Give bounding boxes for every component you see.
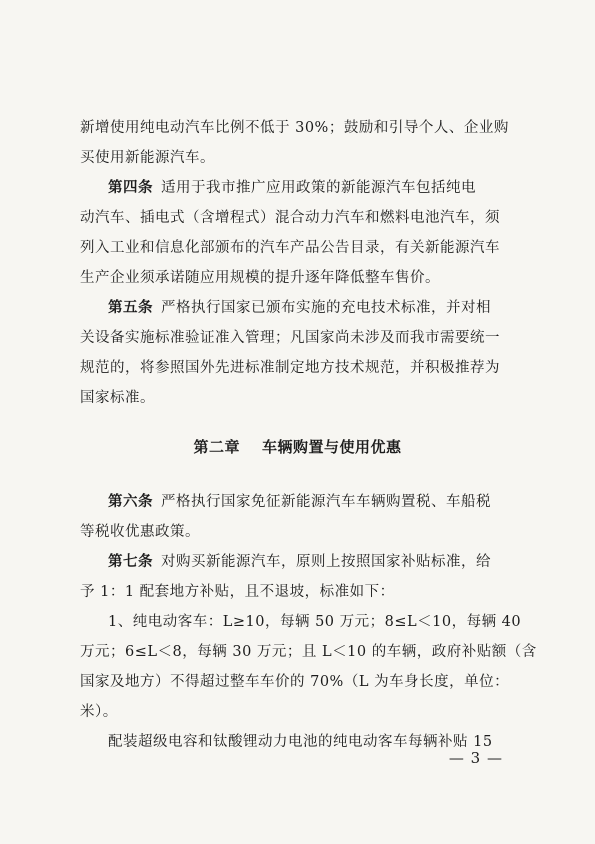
paragraph-line: 列入工业和信息化部颁布的汽车产品公告目录，有关新能源汽车 (80, 240, 500, 256)
article-4-line (108, 178, 520, 198)
article-4-title: 第四条 (108, 180, 153, 196)
paragraph-line: 等税收优惠政策。 (80, 524, 200, 540)
chapter-title: 车辆购置与使用优惠 (262, 438, 402, 456)
page-number: — 3 — (448, 749, 503, 767)
paragraph-line: 1、纯电动客车：L≥10，每辆 50 万元；8≤L＜10，每辆 40 (108, 614, 522, 630)
paragraph-line: 国家及地方）不得超过整车车价的 70%（L 为车身长度，单位： (80, 674, 510, 690)
article-7-line (108, 552, 520, 572)
paragraph-line: 规范的，将参照国外先进标准制定地方技术规范，并积极推荐为 (80, 360, 500, 376)
paragraph-line: 动汽车、插电式（含增程式）混合动力汽车和燃料电池汽车，须 (80, 210, 500, 226)
chapter-heading (0, 437, 595, 457)
article-6-text: 严格执行国家免征新能源汽车车辆购置税、车船税 (161, 494, 491, 510)
article-4-text: 适用于我市推广应用政策的新能源汽车包括纯电 (161, 180, 476, 196)
paragraph-line: 米）。 (80, 704, 118, 720)
paragraph-line: 生产企业须承诺随应用规模的提升逐年降低整车售价。 (80, 270, 440, 286)
article-5-title: 第五条 (108, 300, 153, 316)
article-5-text: 严格执行国家已颁布实施的充电技术标准，并对相 (161, 300, 491, 316)
article-7-text: 对购买新能源汽车，原则上按照国家补贴标准，给 (161, 554, 491, 570)
paragraph-line: 配装超级电容和钛酸锂动力电池的纯电动客车每辆补贴 15 (108, 734, 493, 750)
article-6-line (108, 492, 520, 512)
paragraph-line: 予 1：1 配套地方补贴，且不退坡，标准如下： (80, 584, 395, 600)
article-5-line (108, 298, 520, 318)
paragraph-line: 国家标准。 (80, 390, 155, 406)
chapter-number: 第二章 (193, 438, 240, 456)
paragraph-line: 新增使用纯电动汽车比例不低于 30%；鼓励和引导个人、企业购 (80, 120, 509, 136)
paragraph-line: 买使用新能源汽车。 (80, 150, 215, 166)
paragraph-line: 关设备实施标准验证准入管理；凡国家尚未涉及而我市需要统一 (80, 330, 500, 346)
article-7-title: 第七条 (108, 554, 153, 570)
paragraph-line: 万元；6≤L＜8，每辆 30 万元；且 L＜10 的车辆，政府补贴额（含 (80, 644, 537, 660)
article-6-title: 第六条 (108, 494, 153, 510)
